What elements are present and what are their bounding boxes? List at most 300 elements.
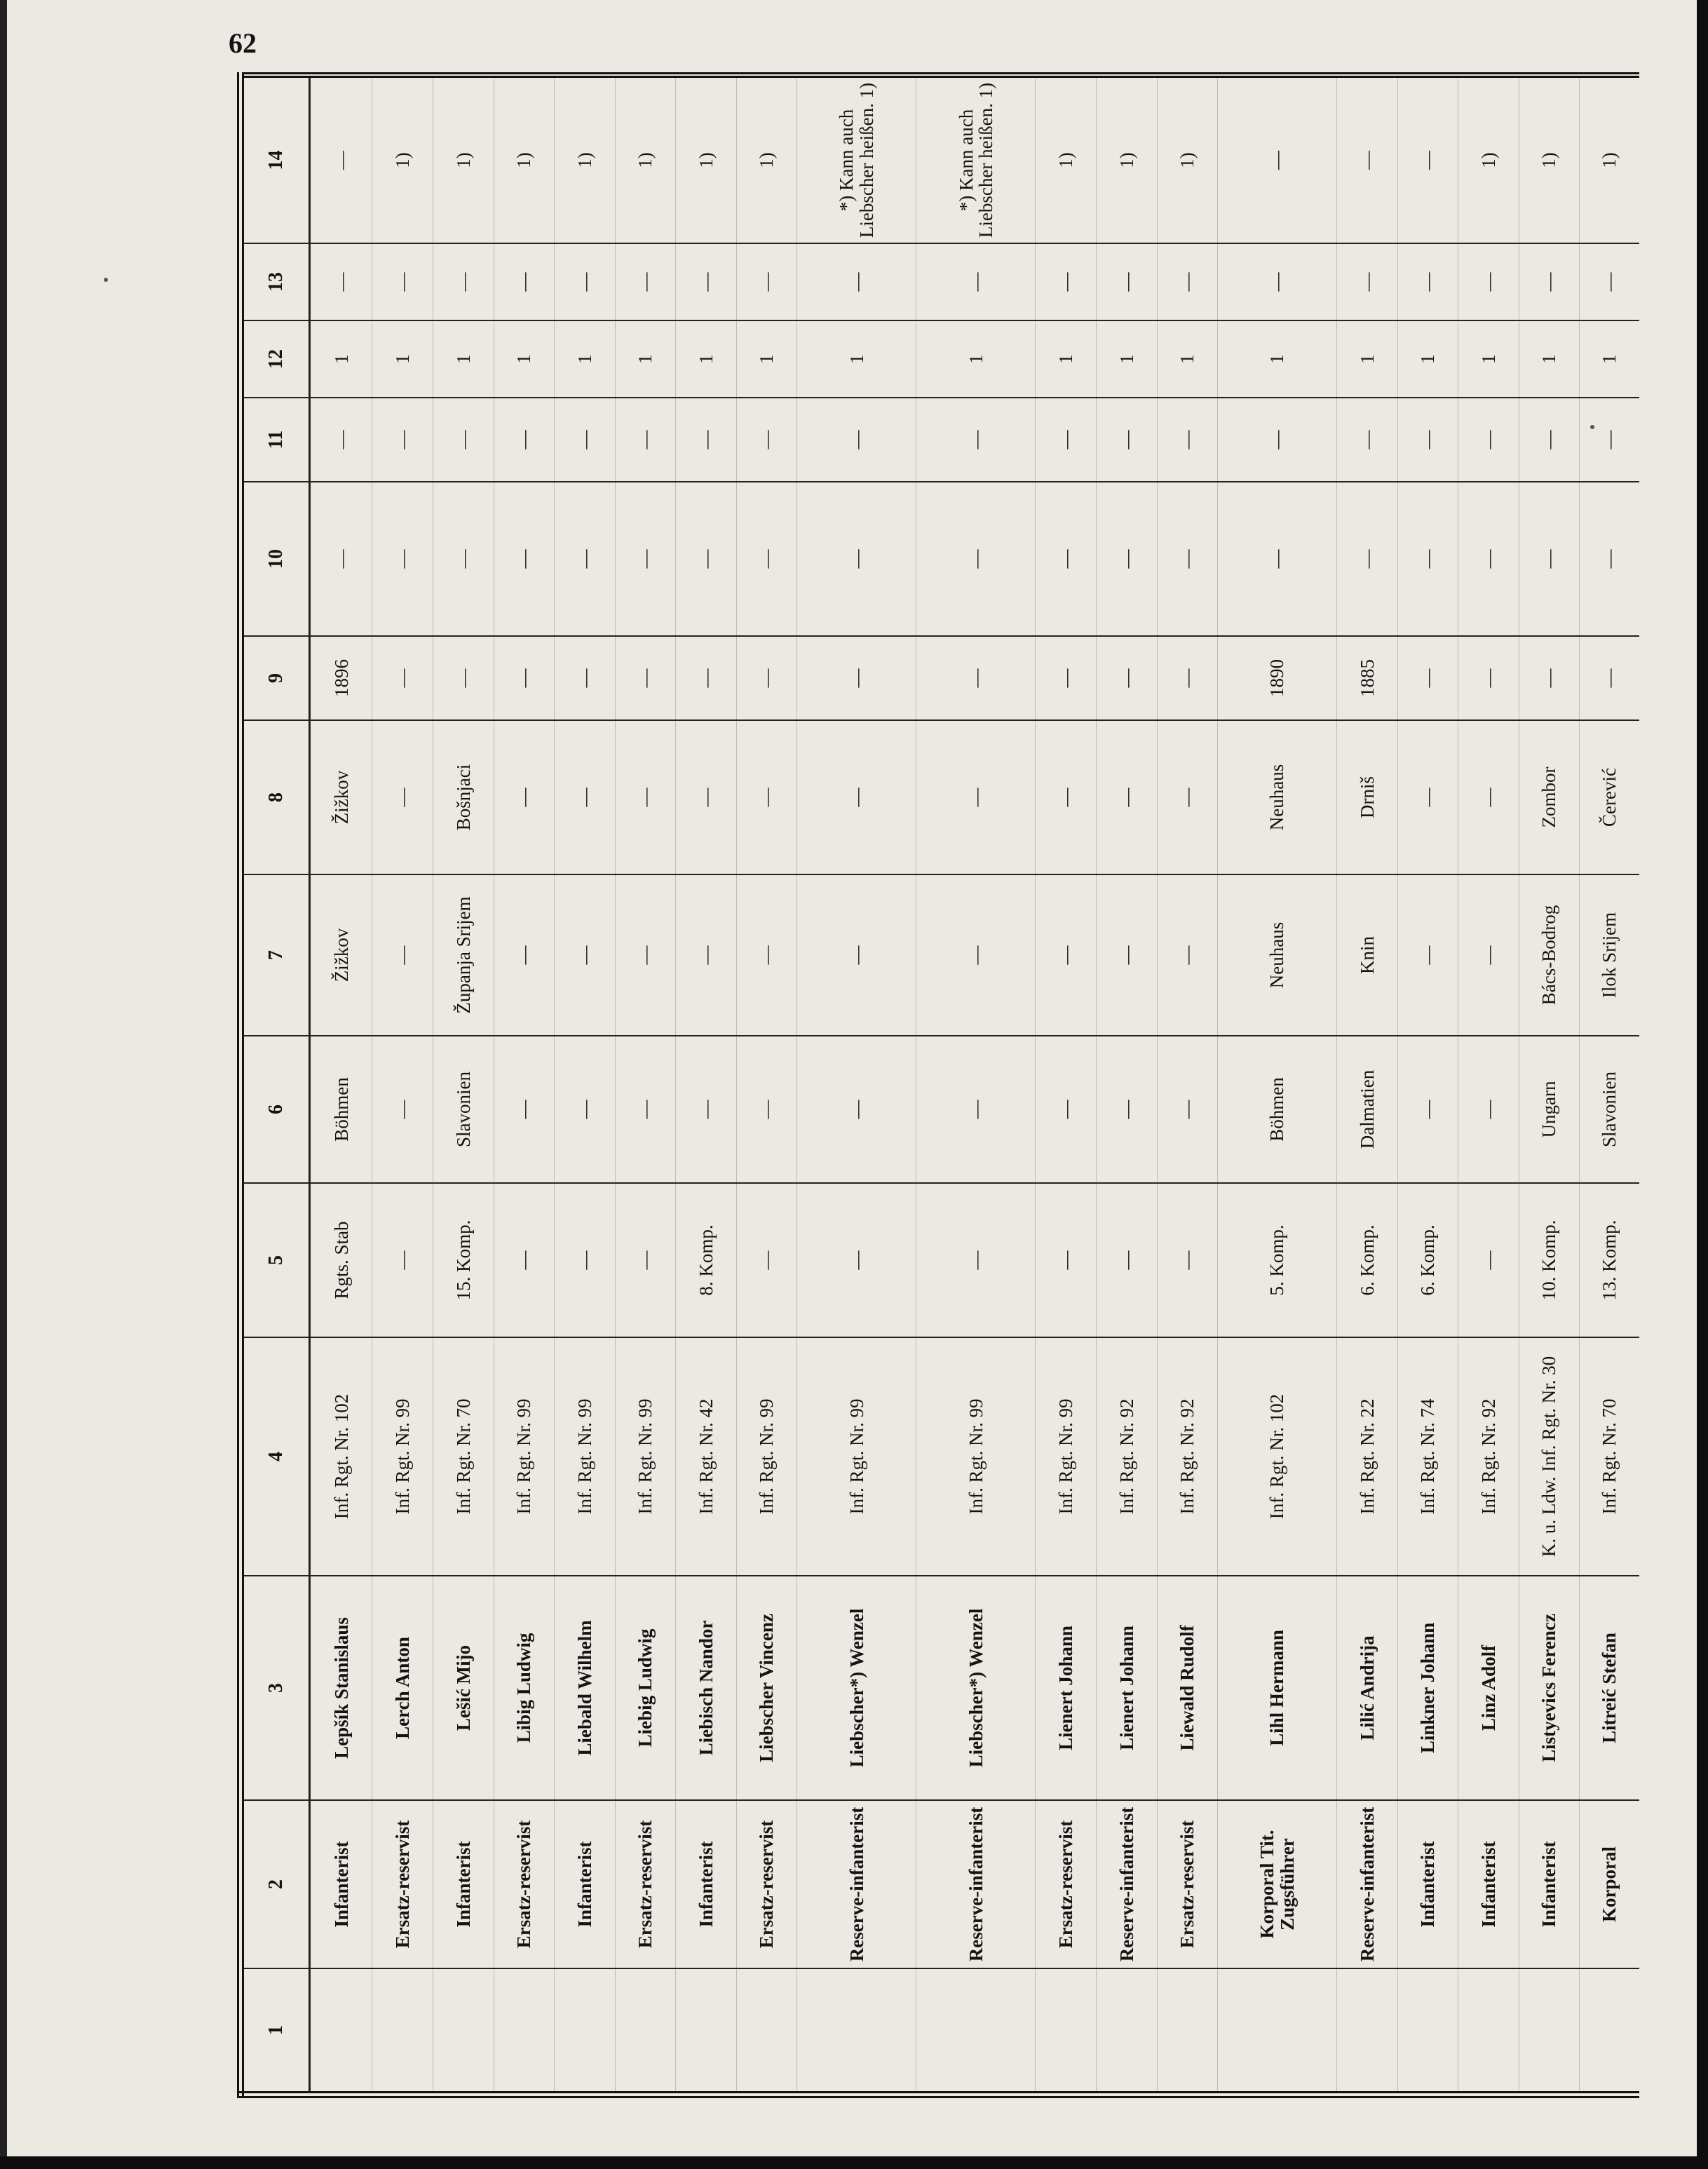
cell-col-8: Čerević xyxy=(1580,720,1639,874)
cell-col-6: — xyxy=(1458,1036,1519,1183)
cell-col-9: — xyxy=(1036,636,1097,720)
cell-col-2: Ersatz-reservist xyxy=(372,1800,433,1968)
cell-col-12: 1 xyxy=(676,320,737,398)
column-header: 10 xyxy=(240,482,310,636)
table-row xyxy=(916,75,1036,2095)
cell-col-13: — xyxy=(676,243,737,320)
cell-col-3: Liebscher*) Wenzel xyxy=(916,1576,1036,1800)
cell-col-11: — xyxy=(372,398,433,482)
cell-col-3: Litreić Stefan xyxy=(1580,1576,1639,1800)
cell-col-5: — xyxy=(797,1183,916,1337)
cell-col-2: Korporal xyxy=(1580,1800,1639,1968)
cell-col-2: Reserve-infanterist xyxy=(916,1800,1036,1968)
cell-col-9: — xyxy=(1096,636,1157,720)
cell-col-8: — xyxy=(797,720,916,874)
cell-col-2: Infanterist xyxy=(310,1800,372,1968)
cell-col-8: — xyxy=(1096,720,1157,874)
scan-edge-bottom xyxy=(0,2156,1708,2169)
cell-col-5: — xyxy=(1458,1183,1519,1337)
cell-col-1 xyxy=(676,1968,737,2095)
cell-col-3: Listyevics Ferencz xyxy=(1519,1576,1580,1800)
table-header xyxy=(240,75,310,2095)
cell-col-1 xyxy=(433,1968,494,2095)
cell-col-2: Ersatz-reservist xyxy=(1036,1800,1097,1968)
cell-col-4: Inf. Rgt. Nr. 42 xyxy=(676,1337,737,1576)
cell-col-6: Böhmen xyxy=(310,1036,372,1183)
cell-col-9: — xyxy=(494,636,555,720)
column-header: 9 xyxy=(240,636,310,720)
table-row xyxy=(555,75,616,2095)
cell-col-4: Inf. Rgt. Nr. 70 xyxy=(1580,1337,1639,1576)
cell-col-2: Infanterist xyxy=(1397,1800,1458,1968)
cell-col-8: Drniš xyxy=(1337,720,1398,874)
cell-col-8: — xyxy=(736,720,797,874)
cell-col-12: 1 xyxy=(372,320,433,398)
cell-col-11: — xyxy=(916,398,1036,482)
cell-col-2: Ersatz-reservist xyxy=(615,1800,676,1968)
cell-col-10: — xyxy=(736,482,797,636)
cell-col-6: — xyxy=(1157,1036,1218,1183)
cell-col-10: — xyxy=(797,482,916,636)
cell-col-10: — xyxy=(494,482,555,636)
column-header: 13 xyxy=(240,243,310,320)
column-header: 7 xyxy=(240,874,310,1036)
scan-edge-left xyxy=(0,0,7,2169)
cell-col-14: 1) xyxy=(433,75,494,243)
column-header: 1 xyxy=(240,1968,310,2095)
cell-col-14: 1) xyxy=(615,75,676,243)
cell-col-14: — xyxy=(1337,75,1398,243)
cell-col-1 xyxy=(1337,1968,1398,2095)
cell-col-5: — xyxy=(555,1183,616,1337)
cell-col-8: — xyxy=(1397,720,1458,874)
cell-col-14: 1) xyxy=(555,75,616,243)
table-row xyxy=(797,75,916,2095)
cell-col-2: Infanterist xyxy=(1458,1800,1519,1968)
cell-col-14: — xyxy=(1218,75,1337,243)
cell-col-8: — xyxy=(916,720,1036,874)
cell-col-5: 15. Komp. xyxy=(433,1183,494,1337)
cell-col-4: Inf. Rgt. Nr. 99 xyxy=(736,1337,797,1576)
cell-col-8: — xyxy=(1157,720,1218,874)
cell-col-11: — xyxy=(1458,398,1519,482)
cell-col-2: Infanterist xyxy=(676,1800,737,1968)
table-row xyxy=(1157,75,1218,2095)
cell-col-3: Lešić Mijo xyxy=(433,1576,494,1800)
cell-col-1 xyxy=(1096,1968,1157,2095)
cell-col-11: — xyxy=(1157,398,1218,482)
cell-col-3: Linkner Johann xyxy=(1397,1576,1458,1800)
cell-col-4: Inf. Rgt. Nr. 102 xyxy=(310,1337,372,1576)
cell-col-13: — xyxy=(1337,243,1398,320)
cell-col-3: Lihl Hermann xyxy=(1218,1576,1337,1800)
cell-col-9: — xyxy=(1397,636,1458,720)
cell-col-4: Inf. Rgt. Nr. 74 xyxy=(1397,1337,1458,1576)
cell-col-5: Rgts. Stab xyxy=(310,1183,372,1337)
cell-col-10: — xyxy=(1397,482,1458,636)
cell-col-14: 1) xyxy=(372,75,433,243)
cell-col-2: Infanterist xyxy=(555,1800,616,1968)
cell-col-4: Inf. Rgt. Nr. 99 xyxy=(797,1337,916,1576)
cell-col-11: — xyxy=(736,398,797,482)
cell-col-11: — xyxy=(1096,398,1157,482)
cell-col-4: Inf. Rgt. Nr. 99 xyxy=(1036,1337,1097,1576)
cell-col-13: — xyxy=(372,243,433,320)
cell-col-14: 1) xyxy=(1458,75,1519,243)
cell-col-4: Inf. Rgt. Nr. 99 xyxy=(494,1337,555,1576)
cell-col-11: — xyxy=(676,398,737,482)
cell-col-9: — xyxy=(797,636,916,720)
cell-col-13: — xyxy=(615,243,676,320)
cell-col-7: — xyxy=(1096,874,1157,1036)
cell-col-8: — xyxy=(555,720,616,874)
cell-col-10: — xyxy=(1036,482,1097,636)
cell-col-2: Reserve-infanterist xyxy=(1337,1800,1398,1968)
cell-col-3: Lienert Johann xyxy=(1096,1576,1157,1800)
cell-col-3: Lilić Andrija xyxy=(1337,1576,1398,1800)
cell-col-11: — xyxy=(615,398,676,482)
cell-col-7: — xyxy=(555,874,616,1036)
cell-col-13: — xyxy=(494,243,555,320)
cell-col-12: 1 xyxy=(916,320,1036,398)
cell-col-10: — xyxy=(555,482,616,636)
cell-col-12: 1 xyxy=(1218,320,1337,398)
cell-col-3: Lepšík Stanislaus xyxy=(310,1576,372,1800)
cell-col-8: — xyxy=(1458,720,1519,874)
cell-col-12: 1 xyxy=(1157,320,1218,398)
cell-col-9: — xyxy=(916,636,1036,720)
table-row xyxy=(1580,75,1639,2095)
cell-col-3: Liebald Wilhelm xyxy=(555,1576,616,1800)
cell-col-14: 1) xyxy=(1519,75,1580,243)
cell-col-2: Infanterist xyxy=(433,1800,494,1968)
cell-col-3: Lienert Johann xyxy=(1036,1576,1097,1800)
cell-col-9: — xyxy=(1458,636,1519,720)
cell-col-6: — xyxy=(736,1036,797,1183)
cell-col-4: Inf. Rgt. Nr. 99 xyxy=(615,1337,676,1576)
table-row xyxy=(1397,75,1458,2095)
cell-col-11: — xyxy=(1397,398,1458,482)
cell-col-5: — xyxy=(736,1183,797,1337)
cell-col-12: 1 xyxy=(1096,320,1157,398)
column-header: 5 xyxy=(240,1183,310,1337)
cell-col-9: — xyxy=(676,636,737,720)
cell-col-12: 1 xyxy=(433,320,494,398)
cell-col-14: *) Kann auch Liebscher heißen. 1) xyxy=(916,75,1036,243)
cell-col-8: — xyxy=(494,720,555,874)
cell-col-3: Liebscher Vincenz xyxy=(736,1576,797,1800)
cell-col-2: Ersatz-reservist xyxy=(736,1800,797,1968)
cell-col-5: — xyxy=(1096,1183,1157,1337)
cell-col-3: Lerch Anton xyxy=(372,1576,433,1800)
table-row xyxy=(372,75,433,2095)
cell-col-6: Slavonien xyxy=(433,1036,494,1183)
cell-col-12: 1 xyxy=(310,320,372,398)
cell-col-5: — xyxy=(615,1183,676,1337)
cell-col-12: 1 xyxy=(494,320,555,398)
cell-col-9: — xyxy=(615,636,676,720)
casualty-list-table xyxy=(237,72,1639,2098)
cell-col-7: — xyxy=(916,874,1036,1036)
cell-col-5: — xyxy=(372,1183,433,1337)
cell-col-6: — xyxy=(1036,1036,1097,1183)
cell-col-5: 5. Komp. xyxy=(1218,1183,1337,1337)
cell-col-5: 6. Komp. xyxy=(1397,1183,1458,1337)
cell-col-11: — xyxy=(555,398,616,482)
column-header: 11 xyxy=(240,398,310,482)
cell-col-14: — xyxy=(310,75,372,243)
cell-col-8: — xyxy=(1036,720,1097,874)
cell-col-6: Dalmatien xyxy=(1337,1036,1398,1183)
cell-col-12: 1 xyxy=(615,320,676,398)
cell-col-1 xyxy=(1458,1968,1519,2095)
cell-col-7: Žižkov xyxy=(310,874,372,1036)
table-row xyxy=(494,75,555,2095)
column-header: 12 xyxy=(240,320,310,398)
cell-col-10: — xyxy=(1458,482,1519,636)
column-header: 4 xyxy=(240,1337,310,1576)
column-header: 3 xyxy=(240,1576,310,1800)
cell-col-7: Neuhaus xyxy=(1218,874,1337,1036)
cell-col-11: — xyxy=(433,398,494,482)
cell-col-3: Linz Adolf xyxy=(1458,1576,1519,1800)
cell-col-10: — xyxy=(1580,482,1639,636)
cell-col-1 xyxy=(494,1968,555,2095)
cell-col-9: — xyxy=(433,636,494,720)
cell-col-5: 10. Komp. xyxy=(1519,1183,1580,1337)
table-row xyxy=(433,75,494,2095)
cell-col-13: — xyxy=(555,243,616,320)
table-row xyxy=(676,75,737,2095)
cell-col-1 xyxy=(1036,1968,1097,2095)
header-row xyxy=(240,75,310,2095)
table-row xyxy=(1519,75,1580,2095)
cell-col-7: — xyxy=(797,874,916,1036)
scan-edge-right xyxy=(1697,0,1708,2169)
cell-col-5: — xyxy=(1157,1183,1218,1337)
cell-col-11: — xyxy=(310,398,372,482)
cell-col-14: 1) xyxy=(1157,75,1218,243)
cell-col-11: — xyxy=(1580,398,1639,482)
cell-col-10: — xyxy=(310,482,372,636)
cell-col-2: Ersatz-reservist xyxy=(494,1800,555,1968)
cell-col-8: Žižkov xyxy=(310,720,372,874)
table-row xyxy=(1096,75,1157,2095)
cell-col-1 xyxy=(1519,1968,1580,2095)
cell-col-12: 1 xyxy=(1337,320,1398,398)
cell-col-1 xyxy=(555,1968,616,2095)
cell-col-12: 1 xyxy=(1519,320,1580,398)
cell-col-12: 1 xyxy=(736,320,797,398)
cell-col-10: — xyxy=(1096,482,1157,636)
cell-col-9: — xyxy=(1580,636,1639,720)
cell-col-1 xyxy=(1580,1968,1639,2095)
table-row xyxy=(1458,75,1519,2095)
cell-col-4: Inf. Rgt. Nr. 102 xyxy=(1218,1337,1337,1576)
cell-col-11: — xyxy=(1519,398,1580,482)
cell-col-13: — xyxy=(1096,243,1157,320)
cell-col-11: — xyxy=(1337,398,1398,482)
cell-col-5: — xyxy=(494,1183,555,1337)
cell-col-3: Liewald Rudolf xyxy=(1157,1576,1218,1800)
cell-col-4: Inf. Rgt. Nr. 99 xyxy=(916,1337,1036,1576)
cell-col-5: — xyxy=(916,1183,1036,1337)
cell-col-1 xyxy=(916,1968,1036,2095)
cell-col-14: — xyxy=(1397,75,1458,243)
cell-col-8: — xyxy=(615,720,676,874)
cell-col-6: Ungarn xyxy=(1519,1036,1580,1183)
cell-col-13: — xyxy=(797,243,916,320)
cell-col-13: — xyxy=(1157,243,1218,320)
cell-col-2: Reserve-infanterist xyxy=(1096,1800,1157,1968)
cell-col-14: *) Kann auch Liebscher heißen. 1) xyxy=(797,75,916,243)
cell-col-2: Korporal Tit. Zugsführer xyxy=(1218,1800,1337,1968)
cell-col-14: 1) xyxy=(1580,75,1639,243)
cell-col-4: Inf. Rgt. Nr. 70 xyxy=(433,1337,494,1576)
cell-col-1 xyxy=(1397,1968,1458,2095)
cell-col-13: — xyxy=(1218,243,1337,320)
cell-col-12: 1 xyxy=(555,320,616,398)
column-header: 6 xyxy=(240,1036,310,1183)
cell-col-12: 1 xyxy=(1397,320,1458,398)
table-row xyxy=(1036,75,1097,2095)
cell-col-9: 1890 xyxy=(1218,636,1337,720)
cell-col-6: — xyxy=(1397,1036,1458,1183)
cell-col-7: — xyxy=(1036,874,1097,1036)
cell-col-10: — xyxy=(916,482,1036,636)
table-row xyxy=(310,75,372,2095)
cell-col-10: — xyxy=(615,482,676,636)
cell-col-6: — xyxy=(555,1036,616,1183)
cell-col-7: Ilok Srijem xyxy=(1580,874,1639,1036)
column-header: 8 xyxy=(240,720,310,874)
cell-col-8: — xyxy=(676,720,737,874)
cell-col-7: — xyxy=(494,874,555,1036)
cell-col-2: Ersatz-reservist xyxy=(1157,1800,1218,1968)
cell-col-14: 1) xyxy=(676,75,737,243)
page-number: 62 xyxy=(229,27,257,59)
cell-col-6: — xyxy=(494,1036,555,1183)
cell-col-14: 1) xyxy=(1036,75,1097,243)
cell-col-13: — xyxy=(736,243,797,320)
table-row xyxy=(736,75,797,2095)
cell-col-7: — xyxy=(1157,874,1218,1036)
cell-col-2: Reserve-infanterist xyxy=(797,1800,916,1968)
cell-col-5: 6. Komp. xyxy=(1337,1183,1398,1337)
cell-col-13: — xyxy=(916,243,1036,320)
cell-col-13: — xyxy=(433,243,494,320)
cell-col-4: Inf. Rgt. Nr. 99 xyxy=(372,1337,433,1576)
cell-col-7: — xyxy=(736,874,797,1036)
cell-col-5: — xyxy=(1036,1183,1097,1337)
cell-col-7: — xyxy=(372,874,433,1036)
cell-col-14: 1) xyxy=(1096,75,1157,243)
cell-col-8: Neuhaus xyxy=(1218,720,1337,874)
cell-col-1 xyxy=(310,1968,372,2095)
cell-col-6: — xyxy=(1096,1036,1157,1183)
cell-col-8: Zombor xyxy=(1519,720,1580,874)
cell-col-6: — xyxy=(676,1036,737,1183)
cell-col-3: Libig Ludwig xyxy=(494,1576,555,1800)
cell-col-7: Knin xyxy=(1337,874,1398,1036)
cell-col-5: 8. Komp. xyxy=(676,1183,737,1337)
cell-col-1 xyxy=(615,1968,676,2095)
cell-col-4: Inf. Rgt. Nr. 99 xyxy=(555,1337,616,1576)
cell-col-9: — xyxy=(555,636,616,720)
cell-col-10: — xyxy=(1218,482,1337,636)
cell-col-11: — xyxy=(1036,398,1097,482)
cell-col-12: 1 xyxy=(797,320,916,398)
cell-col-10: — xyxy=(372,482,433,636)
cell-col-4: K. u. Ldw. Inf. Rgt. Nr. 30 xyxy=(1519,1337,1580,1576)
scan-speck xyxy=(104,278,108,282)
cell-col-6: — xyxy=(797,1036,916,1183)
cell-col-6: — xyxy=(615,1036,676,1183)
cell-col-6: — xyxy=(916,1036,1036,1183)
cell-col-7: — xyxy=(1397,874,1458,1036)
cell-col-12: 1 xyxy=(1036,320,1097,398)
cell-col-1 xyxy=(1218,1968,1337,2095)
cell-col-4: Inf. Rgt. Nr. 92 xyxy=(1458,1337,1519,1576)
cell-col-9: — xyxy=(1157,636,1218,720)
cell-col-1 xyxy=(372,1968,433,2095)
cell-col-8: — xyxy=(372,720,433,874)
cell-col-10: — xyxy=(1337,482,1398,636)
table-row xyxy=(1337,75,1398,2095)
cell-col-3: Liebscher*) Wenzel xyxy=(797,1576,916,1800)
cell-col-3: Liebig Ludwig xyxy=(615,1576,676,1800)
cell-col-10: — xyxy=(1519,482,1580,636)
cell-col-6: Böhmen xyxy=(1218,1036,1337,1183)
cell-col-2: Infanterist xyxy=(1519,1800,1580,1968)
cell-col-13: — xyxy=(1580,243,1639,320)
cell-col-4: Inf. Rgt. Nr. 92 xyxy=(1157,1337,1218,1576)
cell-col-9: — xyxy=(736,636,797,720)
cell-col-13: — xyxy=(1458,243,1519,320)
cell-col-7: Bács-Bodrog xyxy=(1519,874,1580,1036)
cell-col-13: — xyxy=(310,243,372,320)
cell-col-7: Županja Srijem xyxy=(433,874,494,1036)
cell-col-6: Slavonien xyxy=(1580,1036,1639,1183)
cell-col-13: — xyxy=(1519,243,1580,320)
cell-col-1 xyxy=(1157,1968,1218,2095)
cell-col-11: — xyxy=(494,398,555,482)
cell-col-10: — xyxy=(676,482,737,636)
cell-col-9: 1885 xyxy=(1337,636,1398,720)
cell-col-4: Inf. Rgt. Nr. 22 xyxy=(1337,1337,1398,1576)
cell-col-12: 1 xyxy=(1458,320,1519,398)
cell-col-9: — xyxy=(372,636,433,720)
cell-col-9: — xyxy=(1519,636,1580,720)
cell-col-14: 1) xyxy=(494,75,555,243)
table-row xyxy=(1218,75,1337,2095)
cell-col-10: — xyxy=(1157,482,1218,636)
table-body xyxy=(310,75,1640,2095)
cell-col-5: 13. Komp. xyxy=(1580,1183,1639,1337)
cell-col-3: Liebisch Nandor xyxy=(676,1576,737,1800)
cell-col-12: 1 xyxy=(1580,320,1639,398)
cell-col-8: Bošnjaci xyxy=(433,720,494,874)
cell-col-1 xyxy=(797,1968,916,2095)
cell-col-6: — xyxy=(372,1036,433,1183)
column-header: 14 xyxy=(240,75,310,243)
cell-col-7: — xyxy=(1458,874,1519,1036)
column-header: 2 xyxy=(240,1800,310,1968)
cell-col-7: — xyxy=(615,874,676,1036)
cell-col-14: 1) xyxy=(736,75,797,243)
table-row xyxy=(615,75,676,2095)
cell-col-7: — xyxy=(676,874,737,1036)
